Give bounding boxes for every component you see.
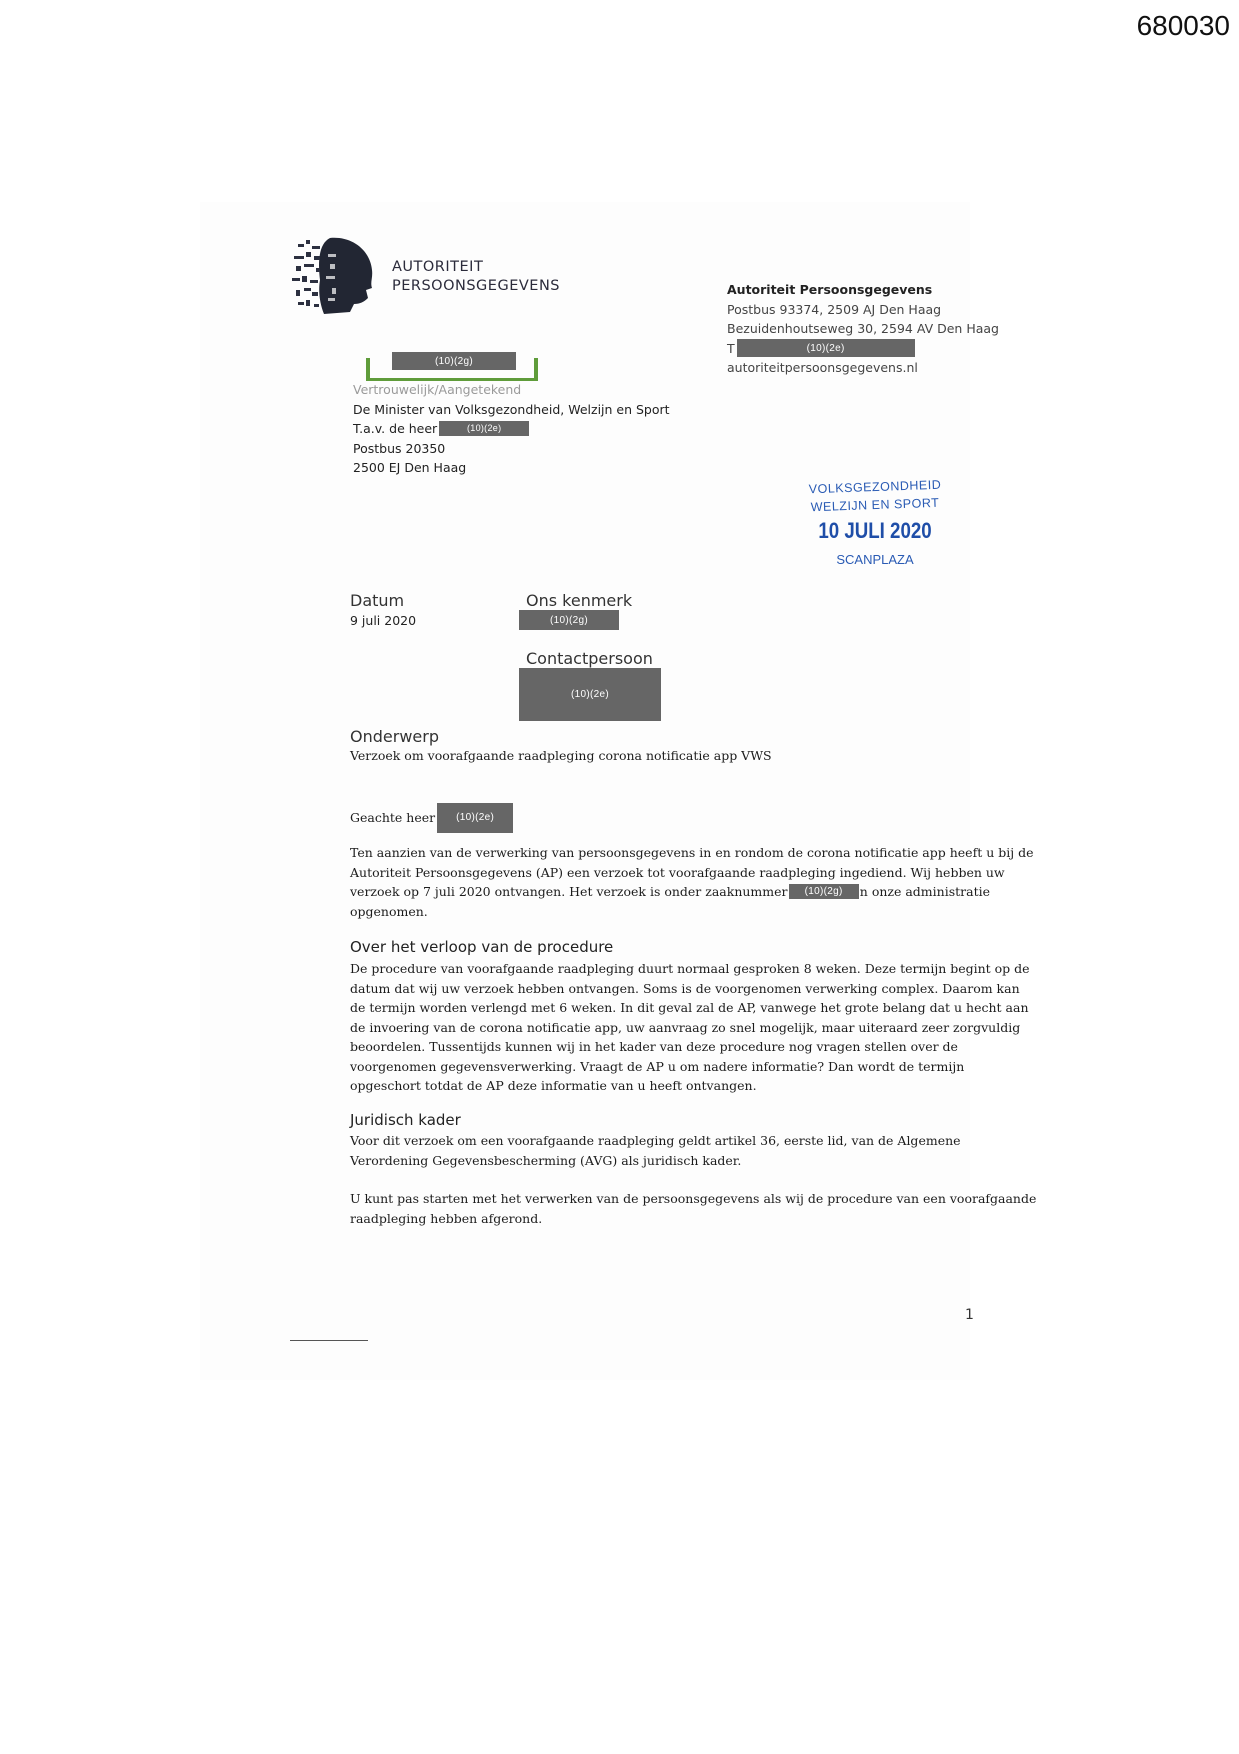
sender-street: Bezuidenhoutseweg 30, 2594 AV Den Haag xyxy=(727,321,999,336)
onderwerp-value: Verzoek om voorafgaande raadpleging corona notificatie app VWS xyxy=(350,748,772,763)
sender-website: autoriteitpersoonsgegevens.nl xyxy=(727,360,918,375)
stamp-line-4: SCANPLAZA xyxy=(836,552,914,567)
redaction-top-reference: (10)(2g) xyxy=(392,352,516,370)
document-number: 680030 xyxy=(1136,10,1230,41)
legal-heading: Juridisch kader xyxy=(350,1111,461,1129)
salutation xyxy=(350,803,513,833)
logo-wordmark xyxy=(392,258,560,296)
redaction-zaaknummer: (10)(2g) xyxy=(789,884,859,899)
intro-line-3-suffix: n onze administratie xyxy=(859,884,990,899)
received-stamp xyxy=(790,477,960,567)
sender-phone xyxy=(727,339,999,359)
kenmerk-label: Ons kenmerk xyxy=(526,591,633,610)
procedure-line: De procedure van voorafgaande raadpleging duurt normaal gesproken 8 weken. Deze termijn begint op de xyxy=(350,961,1030,976)
redaction-phone: (10)(2e) xyxy=(737,339,915,357)
datum-label: Datum xyxy=(350,591,405,610)
redaction-kenmerk: (10)(2g) xyxy=(519,610,619,630)
procedure-line: opgeschort totdat de AP deze informatie van u heeft ontvangen. xyxy=(350,1078,757,1093)
logo-line-2: PERSOONSGEGEVENS xyxy=(392,278,560,294)
page-number: 1 xyxy=(965,1307,974,1323)
footnote-divider xyxy=(290,1340,368,1341)
recipient-line-1: De Minister van Volksgezondheid, Welzijn en Sport xyxy=(353,401,670,417)
sender-name: Autoriteit Persoonsgegevens xyxy=(727,282,933,297)
intro-line-3 xyxy=(350,882,990,902)
stamp-line-1: VOLKSGEZONDHEID xyxy=(808,477,942,497)
procedure-paragraph xyxy=(350,959,1030,1096)
recipient-city: 2500 EJ Den Haag xyxy=(353,460,467,475)
intro-line-2: Autoriteit Persoonsgegevens (AP) een verzoek tot voorafgaande raadpleging ingediend. Wij hebben uw xyxy=(350,864,1005,880)
redaction-contactpersoon: (10)(2e) xyxy=(519,668,661,721)
stamp-line-2: WELZIJN EN SPORT xyxy=(810,495,940,515)
intro-line-1: Ten aanzien van de verwerking van persoonsgegevens in en rondom de corona notificatie app heeft u bij de xyxy=(350,845,1034,860)
intro-line-4: opgenomen. xyxy=(350,903,428,919)
onderwerp-label: Onderwerp xyxy=(350,727,439,746)
contactpersoon-label: Contactpersoon xyxy=(526,649,653,668)
sender-address-block xyxy=(727,280,999,378)
legal-line: Voor dit verzoek om een voorafgaande raadpleging geldt artikel 36, eerste lid, van de Algemene xyxy=(350,1133,961,1148)
salutation-prefix: Geachte heer xyxy=(350,810,436,826)
sender-postbus: Postbus 93374, 2509 AJ Den Haag xyxy=(727,301,942,317)
datum-value: 9 juli 2020 xyxy=(350,613,417,628)
stamp-date: 10 JULI 2020 xyxy=(818,518,932,543)
procedure-line: voorgenomen gegevensverwerking. Vraagt de AP u om nadere informatie? Dan wordt de termijn xyxy=(350,1058,965,1074)
logo-line-1: AUTORITEIT xyxy=(392,259,484,275)
confidential-label: Vertrouwelijk/Aangetekend xyxy=(353,382,522,397)
redaction-tav: (10)(2e) xyxy=(439,421,529,436)
procedure-heading: Over het verloop van de procedure xyxy=(350,938,614,956)
recipient-tav xyxy=(353,419,670,439)
recipient-postbus: Postbus 20350 xyxy=(353,440,446,456)
closing-paragraph xyxy=(350,1189,1037,1228)
paragraph-intro xyxy=(350,843,1034,921)
procedure-line: datum dat wij uw verzoek hebben ontvangen. Soms is de voorgenomen verwerking complex. Daarom kan xyxy=(350,980,1020,996)
tav-prefix: T.a.v. de heer xyxy=(353,421,438,436)
procedure-line: de invoering van de corona notificatie app, uw aanvraag zo snel mogelijk, maar uiteraard zeer zorgvuldig xyxy=(350,1019,1021,1035)
legal-paragraph xyxy=(350,1131,990,1170)
redaction-salutation: (10)(2e) xyxy=(437,803,513,833)
logo-icon xyxy=(290,234,378,316)
closing-line: raadpleging hebben afgerond. xyxy=(350,1210,543,1226)
closing-line: U kunt pas starten met het verwerken van de persoonsgegevens als wij de procedure van een voorafgaande xyxy=(350,1191,1037,1206)
procedure-line: de termijn worden verlengd met 6 weken. In dit geval zal de AP, vanwege het grote belang dat u hecht aan xyxy=(350,1000,1029,1015)
recipient-address-block xyxy=(353,380,670,478)
procedure-line: beoordelen. Tussentijds kunnen wij in het kader van deze procedure nog vragen stellen over de xyxy=(350,1039,958,1054)
legal-line: Verordening Gegevensbescherming (AVG) als juridisch kader. xyxy=(350,1152,742,1168)
intro-line-3-prefix: verzoek op 7 juli 2020 ontvangen. Het verzoek is onder zaaknummer xyxy=(350,884,788,899)
phone-prefix: T xyxy=(727,340,735,356)
